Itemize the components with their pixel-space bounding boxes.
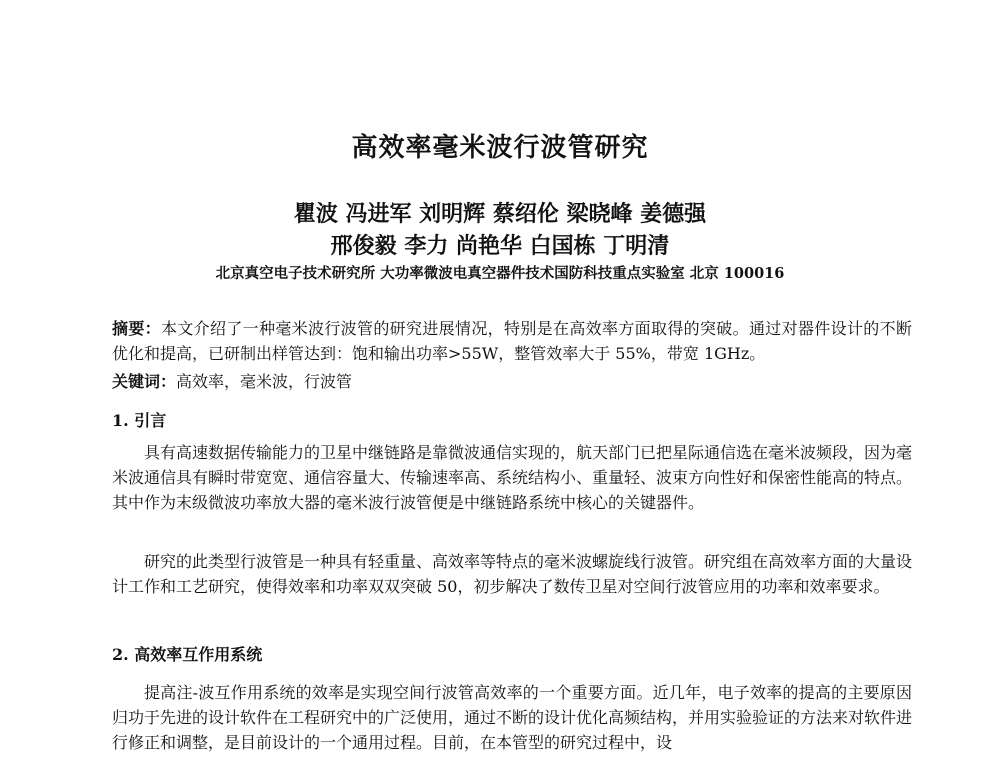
section-2-paragraph-1: 提高注-波互作用系统的效率是实现空间行波管高效率的一个重要方面。近几年，电子效率的提高的主要原因归功于先进的设计软件在工程研究中的广泛使用，通过不断的设计优化高频结构，并用实验验证的方法来对软件进行修正和调整，是目前设计的一个通用过程。目前，在本管型的研究过程中，设 <box>112 683 913 752</box>
author-affiliation: 北京真空电子技术研究所 大功率微波电真空器件技术国防科技重点实验室 北京 100016 <box>215 265 785 282</box>
section-2-heading: 2. 高效率互作用系统 <box>112 645 263 664</box>
section-1-paragraph-1: 具有高速数据传输能力的卫星中继链路是靠微波通信实现的，航天部门已把星际通信选在毫米波频段，因为毫米波通信具有瞬时带宽宽、通信容量大、传输速率高、系统结构小、重量轻、波束方向性好和保密性能高的特点。其中作为末级微波功率放大器的毫米波行波管便是中继链路系统中核心的关键器件。 <box>112 443 913 512</box>
abstract-label: 摘要： <box>112 319 161 338</box>
keywords-label: 关键词： <box>112 372 177 391</box>
author-list-line-1: 瞿波 冯进军 刘明辉 蔡绍伦 梁晓峰 姜德强 <box>293 201 707 227</box>
section-1-paragraph-2: 研究的此类型行波管是一种具有轻重量、高效率等特点的毫米波螺旋线行波管。研究组在高效率方面的大量设计工作和工艺研究，使得效率和功率双双突破 50，初步解决了数传卫星对空间行波管应用的功率和效率要求。 <box>112 552 913 596</box>
keywords-text: 高效率，毫米波，行波管 <box>176 372 353 391</box>
author-list-line-2: 邢俊毅 李力 尚艳华 白国栋 丁明清 <box>330 233 670 259</box>
abstract-text: 本文介绍了一种毫米波行波管的研究进展情况，特别是在高效率方面取得的突破。通过对器件设计的不断优化和提高，已研制出样管达到：饱和输出功率>55W，整管效率大于 55%，带宽 1GHz。 <box>112 319 912 363</box>
section-1-heading: 1. 引言 <box>112 411 167 430</box>
paper-title: 高效率毫米波行波管研究 <box>351 133 649 163</box>
keywords <box>112 369 912 394</box>
abstract <box>112 316 912 366</box>
